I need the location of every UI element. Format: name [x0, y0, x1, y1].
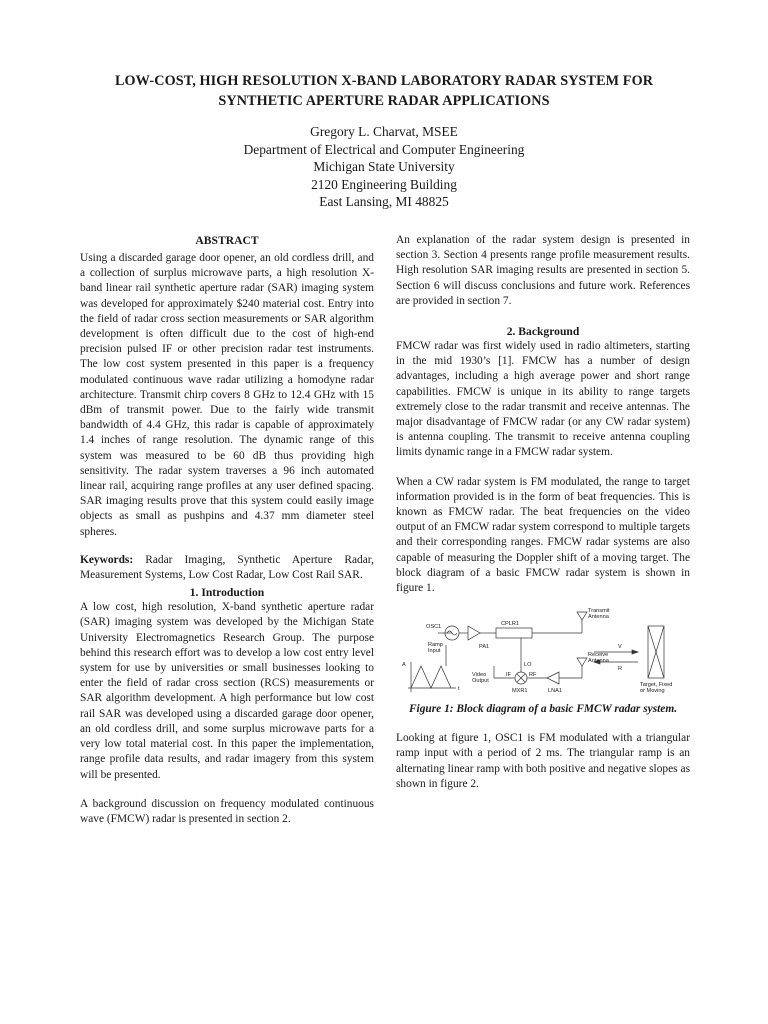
diagram-label-ramp-1: Ramp — [428, 642, 443, 649]
diagram-label-video-2: Output — [472, 678, 489, 685]
author-building: 2120 Engineering Building — [311, 176, 457, 192]
diagram-label-osc: OSC1 — [426, 624, 442, 631]
background-paragraph-1: FMCW radar was first widely used in radio altimeters, starting in the mid 1930’s [1]. FMCW has a number of design advantages, including a high average power and short range capabilities. FMCW is unique in its ability to range targets extremely close to the radar transmit and receive antennas. The major disadvantage of FMCW radar (or any CW radar system) is antenna coupling. The transmit to receive antenna coupling limits dynamic range in a FMCW radar system. — [396, 340, 690, 459]
author-department: Department of Electrical and Computer Engineering — [243, 141, 525, 157]
author-city: East Lansing, MI 48825 — [319, 194, 449, 209]
overview-paragraph: An explanation of the radar system design is presented in section 3. Section 4 presents range profile measurement results. High resolution SAR imaging results are presented in section 5. Section 6 will discuss conclusions and future work. References are provided in section 7. — [396, 234, 690, 307]
diagram-label-r: R — [618, 666, 623, 673]
diagram-label-pa: PA1 — [479, 644, 490, 651]
diagram-label-target-1: Target, Fixed — [640, 682, 673, 689]
introduction-heading: 1. Introduction — [189, 586, 265, 600]
keywords-text: Radar Imaging, Synthetic Aperture Radar, Measurement Systems, Low Cost Radar, Low Cost Rail SAR. — [80, 553, 374, 582]
background-heading: 2. Background — [506, 325, 580, 339]
diagram-label-v: V — [618, 644, 622, 651]
paper-title — [60, 71, 708, 111]
diagram-label-if: IF — [506, 672, 511, 679]
diagram-label-lo: LO — [524, 662, 532, 669]
diagram-label-video-1: Video — [472, 672, 487, 679]
introduction-paragraph-2: A background discussion on frequency modulated continuous wave (FMCW) radar is presented in section 2. — [80, 797, 374, 825]
block-diagram-svg — [396, 604, 690, 698]
diagram-label-target-2: or Moving — [640, 688, 665, 695]
abstract-heading: ABSTRACT — [195, 234, 259, 247]
diagram-label-mixer: MXR1 — [512, 688, 528, 695]
keywords-label: Keywords: — [80, 553, 134, 566]
right-column — [396, 233, 690, 792]
introduction-paragraph-1: A low cost, high resolution, X-band synthetic aperture radar (SAR) imaging system was developed by the Michigan State University Electromagnetics Research Group. The purpose behind this research effort was to develop a low cost entry level system for use by universities or small businesses looking to enter the field of radar cross section (RCS) measurements or SAR algorithm development. A high performance but low cost rail SAR was developed using a discarded garage door opener, an old cordless drill, and some surplus microwave parts for a very low total material cost. In this paper the implementation, range profile data results, and radar imagery from this system will be presented. — [80, 601, 374, 781]
left-column — [80, 233, 374, 827]
diagram-label-rx-2: Antenna — [588, 658, 609, 665]
diagram-label-lna: LNA1 — [548, 688, 562, 695]
author-block — [60, 123, 708, 211]
figure-1-block-diagram — [396, 604, 690, 698]
diagram-label-ramp-2: Input — [428, 648, 441, 655]
figure-discussion-paragraph: Looking at figure 1, OSC1 is FM modulated with a triangular ramp input with a period of 2 ms. The triangular ramp is an alternating linear ramp with both positive and negative slopes as shown in figure 2. — [396, 732, 690, 790]
author-name: Gregory L. Charvat, MSEE — [310, 124, 458, 139]
abstract-body: Using a discarded garage door opener, an old cordless drill, and a collection of surplus microwave parts, a high resolution X-band linear rail synthetic aperture radar (SAR) imaging system was developed for approximately $240 material cost. Entry into the field of radar cross section measurements or SAR algorithm development is often difficult due to the cost of high-end precision pulsed IF or other precision radar test instruments. The low cost system presented in this paper is a frequency modulated continuous wave radar utilizing a homodyne radar architecture. Transmit chirp covers 8 GHz to 12.4 GHz with 15 dBm of transmit power. Due to the fairly wide transmit bandwidth of 4.4 GHz, this radar is capable of approximately 1.4 inches of range resolution. The dynamic range of this system was measured to be 60 dB thus providing high sensitivity. The radar system traverses a 96 inch automated linear rail, acquiring range profiles at any user defined spacing. SAR imaging results prove that this system could easily image objects as small as pushpins and 4.37 mm diameter steel spheres. — [80, 252, 374, 538]
diagram-label-tx-1: Transmit — [588, 608, 610, 615]
background-paragraph-2: When a CW radar system is FM modulated, the range to target information provided is in the form of beat frequencies. This is known as FMCW radar. The beat frequencies on the video output of an FMCW radar system correspond to multiple targets and their corresponding ranges. FMCW radar systems are also capable of measuring the Doppler shift of a moving target. The block diagram of a basic FMCW radar system is shown in figure 1. — [396, 475, 690, 595]
title-line-1: LOW-COST, HIGH RESOLUTION X-BAND LABORATORY RADAR SYSTEM FOR — [114, 73, 654, 89]
keywords-paragraph — [80, 553, 374, 583]
author-university: Michigan State University — [313, 159, 455, 174]
diagram-label-axis-t: t — [458, 686, 460, 693]
diagram-label-rf: RF — [529, 672, 537, 679]
title-line-2: SYNTHETIC APERTURE RADAR APPLICATIONS — [218, 93, 550, 109]
diagram-label-cplr: CPLR1 — [501, 621, 520, 628]
figure-1-caption: Figure 1: Block diagram of a basic FMCW radar system. — [408, 703, 678, 716]
diagram-label-axis-a: A — [402, 662, 406, 669]
diagram-label-tx-2: Antenna — [588, 614, 609, 621]
diagram-label-rx-1: Receive — [588, 652, 609, 659]
